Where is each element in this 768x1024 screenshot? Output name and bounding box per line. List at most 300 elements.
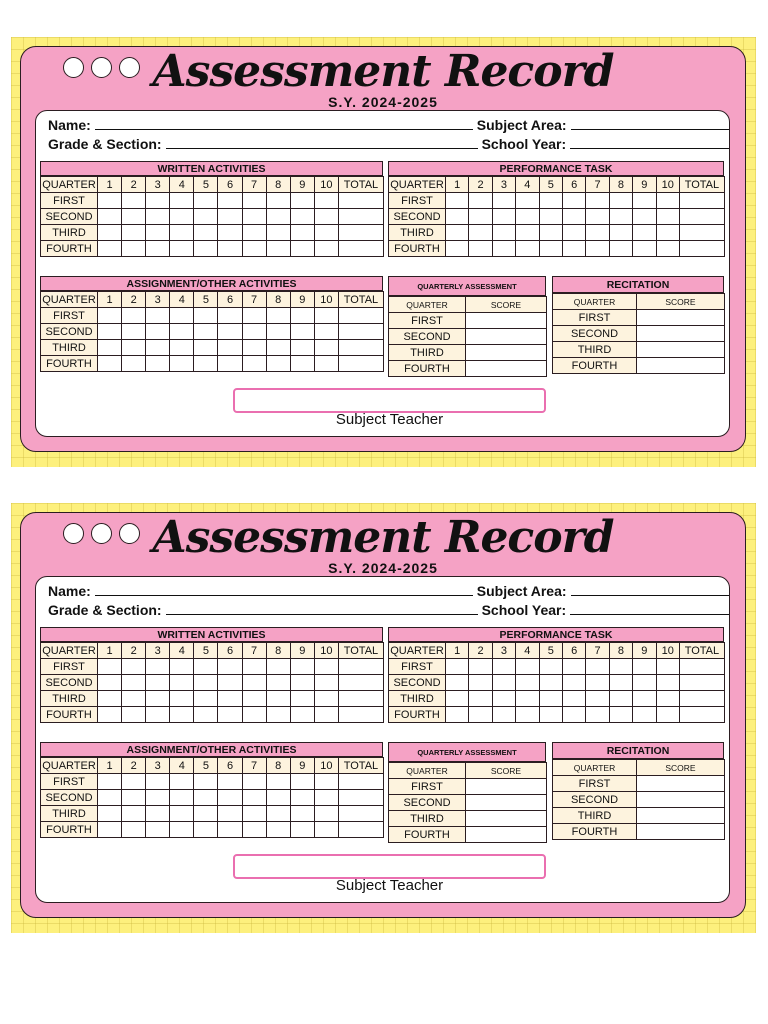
score-cell[interactable] [338, 356, 383, 372]
score-cell[interactable] [98, 822, 122, 838]
score-cell[interactable] [146, 356, 170, 372]
score-cell[interactable] [290, 340, 314, 356]
score-cell[interactable] [562, 225, 585, 241]
score-cell[interactable] [242, 822, 266, 838]
score-cell[interactable] [266, 659, 290, 675]
score-cell[interactable] [516, 691, 539, 707]
score-cell[interactable] [122, 324, 146, 340]
score-cell[interactable] [446, 225, 469, 241]
score-cell[interactable] [98, 356, 122, 372]
name-field[interactable] [95, 116, 473, 130]
score-cell[interactable] [656, 707, 679, 723]
score-cell[interactable] [446, 193, 469, 209]
score-cell[interactable] [314, 193, 338, 209]
score-cell[interactable] [562, 675, 585, 691]
score-cell[interactable] [466, 361, 547, 377]
score-cell[interactable] [469, 707, 492, 723]
score-cell[interactable] [290, 806, 314, 822]
table-row [389, 827, 547, 843]
score-cell[interactable] [242, 790, 266, 806]
score-cell[interactable] [146, 790, 170, 806]
score-cell[interactable] [218, 340, 242, 356]
score-cell[interactable] [492, 193, 515, 209]
score-cell[interactable] [314, 774, 338, 790]
score-cell[interactable] [656, 659, 679, 675]
score-cell[interactable] [194, 193, 218, 209]
score-cell[interactable] [656, 691, 679, 707]
score-cell[interactable] [242, 691, 266, 707]
school-year-field[interactable] [570, 601, 729, 615]
score-cell[interactable] [194, 822, 218, 838]
score-cell[interactable] [146, 241, 170, 257]
score-cell[interactable] [266, 691, 290, 707]
score-cell[interactable] [314, 659, 338, 675]
score-cell[interactable] [492, 209, 515, 225]
score-cell[interactable] [218, 193, 242, 209]
score-cell[interactable] [266, 675, 290, 691]
score-cell[interactable] [609, 707, 632, 723]
score-cell[interactable] [98, 225, 122, 241]
score-cell[interactable] [656, 209, 679, 225]
score-cell[interactable] [146, 774, 170, 790]
score-cell[interactable] [446, 209, 469, 225]
score-cell[interactable] [218, 675, 242, 691]
score-cell[interactable] [562, 241, 585, 257]
quarter-label: FIRST [41, 308, 98, 324]
score-cell[interactable] [609, 241, 632, 257]
score-cell[interactable] [218, 241, 242, 257]
score-cell[interactable] [562, 193, 585, 209]
score-cell[interactable] [609, 225, 632, 241]
score-cell[interactable] [218, 774, 242, 790]
score-cell[interactable] [539, 691, 562, 707]
score-cell[interactable] [170, 707, 194, 723]
score-cell[interactable] [656, 241, 679, 257]
score-cell[interactable] [338, 675, 383, 691]
score-cell[interactable] [170, 324, 194, 340]
score-cell[interactable] [266, 324, 290, 340]
score-cell[interactable] [146, 193, 170, 209]
score-cell[interactable] [586, 241, 609, 257]
score-cell[interactable] [242, 806, 266, 822]
score-cell[interactable] [170, 193, 194, 209]
score-cell[interactable] [562, 659, 585, 675]
score-cell[interactable] [446, 659, 469, 675]
score-cell[interactable] [98, 193, 122, 209]
score-cell[interactable] [637, 310, 725, 326]
score-cell[interactable] [338, 225, 383, 241]
score-cell[interactable] [338, 707, 383, 723]
score-cell[interactable] [314, 225, 338, 241]
score-cell[interactable] [98, 806, 122, 822]
score-cell[interactable] [466, 345, 547, 361]
score-cell[interactable] [314, 241, 338, 257]
score-cell[interactable] [122, 209, 146, 225]
score-cell[interactable] [266, 356, 290, 372]
score-cell[interactable] [122, 790, 146, 806]
score-cell[interactable] [539, 707, 562, 723]
score-cell[interactable] [146, 675, 170, 691]
score-cell[interactable] [338, 193, 383, 209]
score-cell[interactable] [122, 806, 146, 822]
score-cell[interactable] [122, 675, 146, 691]
score-cell[interactable] [492, 707, 515, 723]
score-cell[interactable] [146, 324, 170, 340]
score-cell[interactable] [170, 659, 194, 675]
score-cell[interactable] [146, 691, 170, 707]
score-cell[interactable] [446, 707, 469, 723]
score-cell[interactable] [218, 356, 242, 372]
score-cell[interactable] [516, 225, 539, 241]
score-cell[interactable] [586, 675, 609, 691]
score-cell[interactable] [492, 675, 515, 691]
score-cell[interactable] [290, 225, 314, 241]
score-cell[interactable] [242, 324, 266, 340]
score-cell[interactable] [194, 308, 218, 324]
score-cell[interactable] [562, 691, 585, 707]
score-cell[interactable] [586, 193, 609, 209]
score-cell[interactable] [637, 808, 725, 824]
score-cell[interactable] [609, 691, 632, 707]
teacher-signature-field[interactable] [233, 854, 546, 879]
score-cell[interactable] [338, 324, 383, 340]
score-cell[interactable] [242, 308, 266, 324]
score-cell[interactable] [656, 193, 679, 209]
score-cell[interactable] [242, 675, 266, 691]
score-cell[interactable] [146, 806, 170, 822]
score-cell[interactable] [338, 790, 383, 806]
score-cell[interactable] [122, 774, 146, 790]
score-cell[interactable] [290, 324, 314, 340]
score-cell[interactable] [656, 675, 679, 691]
score-cell[interactable] [218, 806, 242, 822]
score-cell[interactable] [586, 691, 609, 707]
score-cell[interactable] [314, 707, 338, 723]
score-cell[interactable] [586, 209, 609, 225]
score-cell[interactable] [122, 241, 146, 257]
score-cell[interactable] [290, 707, 314, 723]
score-cell[interactable] [194, 340, 218, 356]
score-cell[interactable] [466, 779, 547, 795]
score-cell[interactable] [266, 806, 290, 822]
score-cell[interactable] [218, 209, 242, 225]
score-cell[interactable] [469, 659, 492, 675]
score-cell[interactable] [466, 329, 547, 345]
score-cell[interactable] [194, 675, 218, 691]
score-cell[interactable] [314, 356, 338, 372]
score-cell[interactable] [194, 241, 218, 257]
score-cell[interactable] [98, 691, 122, 707]
score-cell[interactable] [194, 774, 218, 790]
score-cell[interactable] [637, 824, 725, 840]
score-cell[interactable] [679, 209, 724, 225]
score-cell[interactable] [637, 326, 725, 342]
score-cell[interactable] [146, 659, 170, 675]
score-cell[interactable] [466, 811, 547, 827]
score-cell[interactable] [539, 225, 562, 241]
score-cell[interactable] [170, 822, 194, 838]
score-cell[interactable] [194, 691, 218, 707]
score-cell[interactable] [146, 822, 170, 838]
teacher-signature-field[interactable] [233, 388, 546, 413]
score-cell[interactable] [218, 822, 242, 838]
grade-section-field[interactable] [166, 135, 478, 149]
score-cell[interactable] [633, 209, 656, 225]
score-cell[interactable] [266, 241, 290, 257]
score-cell[interactable] [562, 707, 585, 723]
score-cell[interactable] [218, 308, 242, 324]
score-cell[interactable] [170, 675, 194, 691]
score-cell[interactable] [218, 707, 242, 723]
score-cell[interactable] [338, 806, 383, 822]
score-cell[interactable] [146, 225, 170, 241]
column-number: 2 [122, 758, 146, 774]
score-cell[interactable] [637, 358, 725, 374]
score-cell[interactable] [290, 675, 314, 691]
score-cell[interactable] [146, 308, 170, 324]
score-cell[interactable] [633, 691, 656, 707]
score-cell[interactable] [516, 209, 539, 225]
score-cell[interactable] [609, 209, 632, 225]
score-cell[interactable] [492, 241, 515, 257]
score-cell[interactable] [218, 659, 242, 675]
score-cell[interactable] [492, 691, 515, 707]
grade-section-field[interactable] [166, 601, 478, 615]
score-cell[interactable] [242, 659, 266, 675]
score-cell[interactable] [170, 806, 194, 822]
score-cell[interactable] [266, 193, 290, 209]
score-cell[interactable] [290, 774, 314, 790]
score-cell[interactable] [266, 209, 290, 225]
score-cell[interactable] [194, 225, 218, 241]
score-cell[interactable] [314, 209, 338, 225]
score-cell[interactable] [170, 308, 194, 324]
score-cell[interactable] [446, 675, 469, 691]
score-cell[interactable] [290, 308, 314, 324]
score-cell[interactable] [266, 225, 290, 241]
score-cell[interactable] [446, 691, 469, 707]
score-cell[interactable] [98, 659, 122, 675]
score-cell[interactable] [466, 313, 547, 329]
score-cell[interactable] [469, 675, 492, 691]
score-cell[interactable] [122, 822, 146, 838]
score-cell[interactable] [194, 209, 218, 225]
score-cell[interactable] [170, 790, 194, 806]
score-cell[interactable] [146, 209, 170, 225]
score-cell[interactable] [98, 308, 122, 324]
column-number: 10 [656, 643, 679, 659]
score-cell[interactable] [637, 776, 725, 792]
score-cell[interactable] [314, 324, 338, 340]
score-cell[interactable] [242, 707, 266, 723]
score-cell[interactable] [539, 659, 562, 675]
score-cell[interactable] [539, 193, 562, 209]
score-cell[interactable] [469, 209, 492, 225]
score-cell[interactable] [633, 707, 656, 723]
score-cell[interactable] [469, 193, 492, 209]
score-cell[interactable] [633, 675, 656, 691]
subject-area-field[interactable] [571, 582, 729, 596]
score-cell[interactable] [98, 774, 122, 790]
score-cell[interactable] [466, 827, 547, 843]
score-cell[interactable] [290, 193, 314, 209]
score-cell[interactable] [314, 691, 338, 707]
score-cell[interactable] [98, 707, 122, 723]
score-cell[interactable] [338, 659, 383, 675]
score-cell[interactable] [679, 707, 724, 723]
score-cell[interactable] [218, 691, 242, 707]
score-cell[interactable] [218, 790, 242, 806]
score-cell[interactable] [218, 225, 242, 241]
score-cell[interactable] [146, 707, 170, 723]
score-cell[interactable] [290, 691, 314, 707]
name-field[interactable] [95, 582, 473, 596]
score-cell[interactable] [170, 774, 194, 790]
score-cell[interactable] [266, 774, 290, 790]
score-cell[interactable] [679, 193, 724, 209]
score-cell[interactable] [609, 659, 632, 675]
score-cell[interactable] [122, 193, 146, 209]
score-cell[interactable] [146, 340, 170, 356]
score-cell[interactable] [194, 806, 218, 822]
column-number: 2 [122, 177, 146, 193]
score-cell[interactable] [266, 790, 290, 806]
score-cell[interactable] [469, 225, 492, 241]
score-cell[interactable] [466, 795, 547, 811]
score-cell[interactable] [516, 241, 539, 257]
score-cell[interactable] [679, 225, 724, 241]
score-cell[interactable] [98, 340, 122, 356]
score-cell[interactable] [446, 241, 469, 257]
score-cell[interactable] [122, 340, 146, 356]
score-cell[interactable] [290, 822, 314, 838]
score-cell[interactable] [242, 340, 266, 356]
score-cell[interactable] [170, 340, 194, 356]
score-cell[interactable] [266, 340, 290, 356]
score-cell[interactable] [469, 241, 492, 257]
score-cell[interactable] [170, 356, 194, 372]
score-cell[interactable] [170, 691, 194, 707]
score-cell[interactable] [679, 659, 724, 675]
score-cell[interactable] [338, 209, 383, 225]
score-cell[interactable] [98, 324, 122, 340]
score-cell[interactable] [266, 308, 290, 324]
score-cell[interactable] [290, 790, 314, 806]
score-cell[interactable] [98, 241, 122, 257]
score-cell[interactable] [637, 792, 725, 808]
score-cell[interactable] [637, 342, 725, 358]
score-cell[interactable] [242, 241, 266, 257]
score-cell[interactable] [122, 707, 146, 723]
score-cell[interactable] [314, 806, 338, 822]
score-cell[interactable] [290, 659, 314, 675]
score-cell[interactable] [98, 209, 122, 225]
school-year-field[interactable] [570, 135, 729, 149]
score-cell[interactable] [170, 225, 194, 241]
score-cell[interactable] [586, 659, 609, 675]
quarter-label: THIRD [553, 342, 637, 358]
score-cell[interactable] [679, 691, 724, 707]
score-cell[interactable] [633, 193, 656, 209]
score-cell[interactable] [194, 324, 218, 340]
score-cell[interactable] [679, 241, 724, 257]
score-cell[interactable] [338, 241, 383, 257]
column-number: 9 [290, 177, 314, 193]
score-cell[interactable] [609, 193, 632, 209]
score-cell[interactable] [98, 675, 122, 691]
score-cell[interactable] [194, 790, 218, 806]
score-cell[interactable] [314, 822, 338, 838]
score-cell[interactable] [562, 209, 585, 225]
score-cell[interactable] [122, 308, 146, 324]
column-number: 8 [266, 177, 290, 193]
score-cell[interactable] [242, 193, 266, 209]
score-cell[interactable] [609, 675, 632, 691]
score-cell[interactable] [170, 209, 194, 225]
score-cell[interactable] [539, 209, 562, 225]
score-cell[interactable] [539, 241, 562, 257]
score-cell[interactable] [338, 691, 383, 707]
score-cell[interactable] [516, 193, 539, 209]
subject-area-field[interactable] [571, 116, 729, 130]
score-cell[interactable] [469, 691, 492, 707]
score-cell[interactable] [98, 790, 122, 806]
score-cell[interactable] [633, 659, 656, 675]
score-cell[interactable] [218, 324, 242, 340]
score-cell[interactable] [633, 241, 656, 257]
written-activities-section [40, 627, 383, 723]
score-cell[interactable] [338, 308, 383, 324]
score-cell[interactable] [242, 225, 266, 241]
score-cell[interactable] [122, 356, 146, 372]
score-cell[interactable] [242, 774, 266, 790]
quarter-label: THIRD [41, 340, 98, 356]
score-cell[interactable] [492, 225, 515, 241]
score-cell[interactable] [492, 659, 515, 675]
score-cell[interactable] [242, 356, 266, 372]
score-cell[interactable] [679, 675, 724, 691]
score-cell[interactable] [314, 790, 338, 806]
score-cell[interactable] [290, 209, 314, 225]
score-cell[interactable] [314, 340, 338, 356]
score-cell[interactable] [122, 659, 146, 675]
score-cell[interactable] [314, 675, 338, 691]
score-cell[interactable] [170, 241, 194, 257]
score-cell[interactable] [516, 707, 539, 723]
score-cell[interactable] [539, 675, 562, 691]
score-cell[interactable] [242, 209, 266, 225]
score-cell[interactable] [338, 822, 383, 838]
score-cell[interactable] [338, 340, 383, 356]
score-cell[interactable] [266, 822, 290, 838]
score-cell[interactable] [266, 707, 290, 723]
score-cell[interactable] [656, 225, 679, 241]
score-cell[interactable] [194, 356, 218, 372]
score-cell[interactable] [290, 241, 314, 257]
score-cell[interactable] [338, 774, 383, 790]
score-cell[interactable] [516, 659, 539, 675]
score-cell[interactable] [314, 308, 338, 324]
score-cell[interactable] [194, 659, 218, 675]
score-cell[interactable] [516, 675, 539, 691]
score-cell[interactable] [194, 707, 218, 723]
score-cell[interactable] [290, 356, 314, 372]
score-cell[interactable] [122, 225, 146, 241]
score-cell[interactable] [122, 691, 146, 707]
score-cell[interactable] [586, 225, 609, 241]
score-cell[interactable] [586, 707, 609, 723]
score-cell[interactable] [633, 225, 656, 241]
